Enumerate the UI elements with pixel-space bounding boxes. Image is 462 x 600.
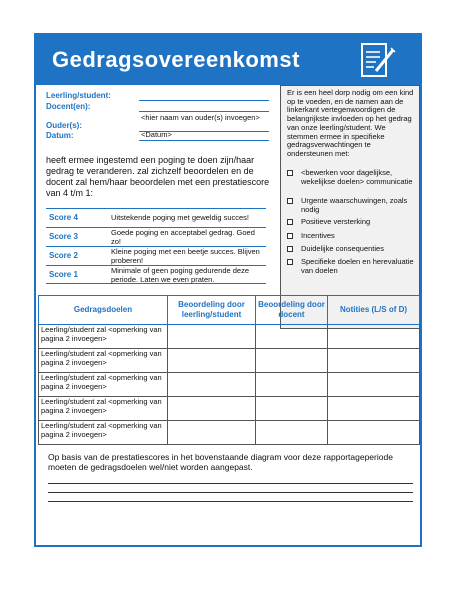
notes-header: Notities (L/S of D) — [328, 295, 420, 325]
score-description: Kleine poging met een beetje succes. Blijven proberen! — [111, 247, 260, 265]
teacher-rating-cell[interactable] — [256, 397, 328, 421]
notes-cell[interactable] — [328, 373, 420, 397]
student-rating-cell[interactable] — [168, 397, 256, 421]
score-label: Score 2 — [49, 251, 78, 260]
goal-cell[interactable]: Leerling/student zal <opmerking van pagina 2 invoegen> — [38, 325, 168, 349]
goal-cell[interactable]: Leerling/student zal <opmerking van pagina 2 invoegen> — [38, 397, 168, 421]
parents-field[interactable]: <hier naam van ouder(s) invoegen> — [139, 114, 269, 132]
student-rating-cell[interactable] — [168, 325, 256, 349]
info-row-teacher — [46, 102, 271, 113]
notes-cell[interactable] — [328, 349, 420, 373]
info-row-student — [46, 91, 271, 102]
goal-cell[interactable]: Leerling/student zal <opmerking van pagina 2 invoegen> — [38, 349, 168, 373]
support-item-label: <bewerken voor dagelijkse, wekelijkse doelen> communicatie — [301, 168, 413, 186]
score-row — [46, 208, 266, 227]
support-item-label: Specifieke doelen en herevaluatie van doelen — [301, 257, 414, 275]
checkbox[interactable] — [287, 233, 293, 239]
support-item[interactable] — [287, 232, 417, 242]
support-item-label: Urgente waarschuwingen, zoals nodig — [301, 196, 408, 214]
info-label: Docent(en): — [46, 102, 91, 111]
write-line[interactable] — [48, 492, 413, 493]
info-row-date — [46, 131, 271, 142]
student-rating-cell[interactable] — [168, 349, 256, 373]
info-label: Ouder(s): — [46, 121, 82, 130]
teacher-rating-cell[interactable] — [256, 349, 328, 373]
score-label: Score 3 — [49, 232, 78, 241]
student-rating-cell[interactable] — [168, 373, 256, 397]
score-row — [46, 265, 266, 284]
notes-cell[interactable] — [328, 421, 420, 445]
support-item[interactable] — [287, 169, 417, 189]
goals-header: Gedragsdoelen — [38, 295, 168, 325]
score-label: Score 4 — [49, 213, 78, 222]
score-row — [46, 246, 266, 265]
support-item-label: Positieve versterking — [301, 217, 371, 226]
teacher-field[interactable] — [139, 102, 269, 112]
notes-cell[interactable] — [328, 325, 420, 349]
support-item-label: Duidelijke consequenties — [301, 244, 384, 253]
checkbox[interactable] — [287, 170, 293, 176]
support-item[interactable] — [287, 245, 417, 255]
checkbox[interactable] — [287, 198, 293, 204]
goal-cell[interactable]: Leerling/student zal <opmerking van pagina 2 invoegen> — [38, 373, 168, 397]
support-intro: Er is een heel dorp nodig om een kind op te voeden, en de namen aan de linkerkant vertegenwoordigen de belangrijkste invloeden op het gedrag van onze leerling/student. We stemmen ermee in specifieke gedragsverwachtingen te ondersteunen met: — [287, 88, 414, 158]
teacher-rating-header: Beoordeling door docent — [256, 295, 328, 325]
footer-text: Op basis van de prestatiescores in het bovenstaande diagram voor deze rapportageperiode moeten de gedragsdoelen wel/niet worden aangepast. — [48, 452, 393, 472]
header-bar — [36, 35, 420, 85]
write-line[interactable] — [48, 501, 413, 502]
goal-cell[interactable]: Leerling/student zal <opmerking van pagina 2 invoegen> — [38, 421, 168, 445]
info-label: Datum: — [46, 131, 74, 140]
document-pen-icon — [356, 41, 398, 79]
info-label: Leerling/student: — [46, 91, 111, 100]
student-rating-header: Beoordeling door leerling/student — [168, 295, 256, 325]
score-description: Uitstekende poging met geweldig succes! — [111, 213, 249, 222]
support-item[interactable] — [287, 258, 417, 278]
support-item[interactable] — [287, 218, 417, 228]
checkbox[interactable] — [287, 219, 293, 225]
date-field[interactable]: <Datum> — [139, 131, 269, 141]
student-rating-cell[interactable] — [168, 421, 256, 445]
support-box — [280, 85, 420, 329]
student-field[interactable] — [139, 91, 269, 101]
goals-table — [38, 295, 420, 449]
score-label: Score 1 — [49, 270, 78, 279]
score-description: Minimale of geen poging gedurende deze periode. Laten we even praten. — [111, 266, 250, 284]
intro-text: heeft ermee ingestemd een poging te doen zijn/haar gedrag te veranderen. zal zichzelf beoordelen en de docent zal hem/haar beoordelen met een prestatiescore van 4 t/m 1: — [46, 155, 270, 198]
teacher-rating-cell[interactable] — [256, 421, 328, 445]
page-title: Gedragsovereenkomst — [52, 47, 300, 72]
teacher-rating-cell[interactable] — [256, 373, 328, 397]
notes-cell[interactable] — [328, 397, 420, 421]
score-row — [46, 227, 266, 246]
checkbox[interactable] — [287, 259, 293, 265]
support-item[interactable] — [287, 197, 417, 215]
score-description: Goede poging en acceptabel gedrag. Goed zo! — [111, 228, 255, 246]
checkbox[interactable] — [287, 246, 293, 252]
page-frame — [34, 33, 422, 547]
write-line[interactable] — [48, 483, 413, 484]
support-item-label: Incentives — [301, 231, 335, 240]
teacher-rating-cell[interactable] — [256, 325, 328, 349]
